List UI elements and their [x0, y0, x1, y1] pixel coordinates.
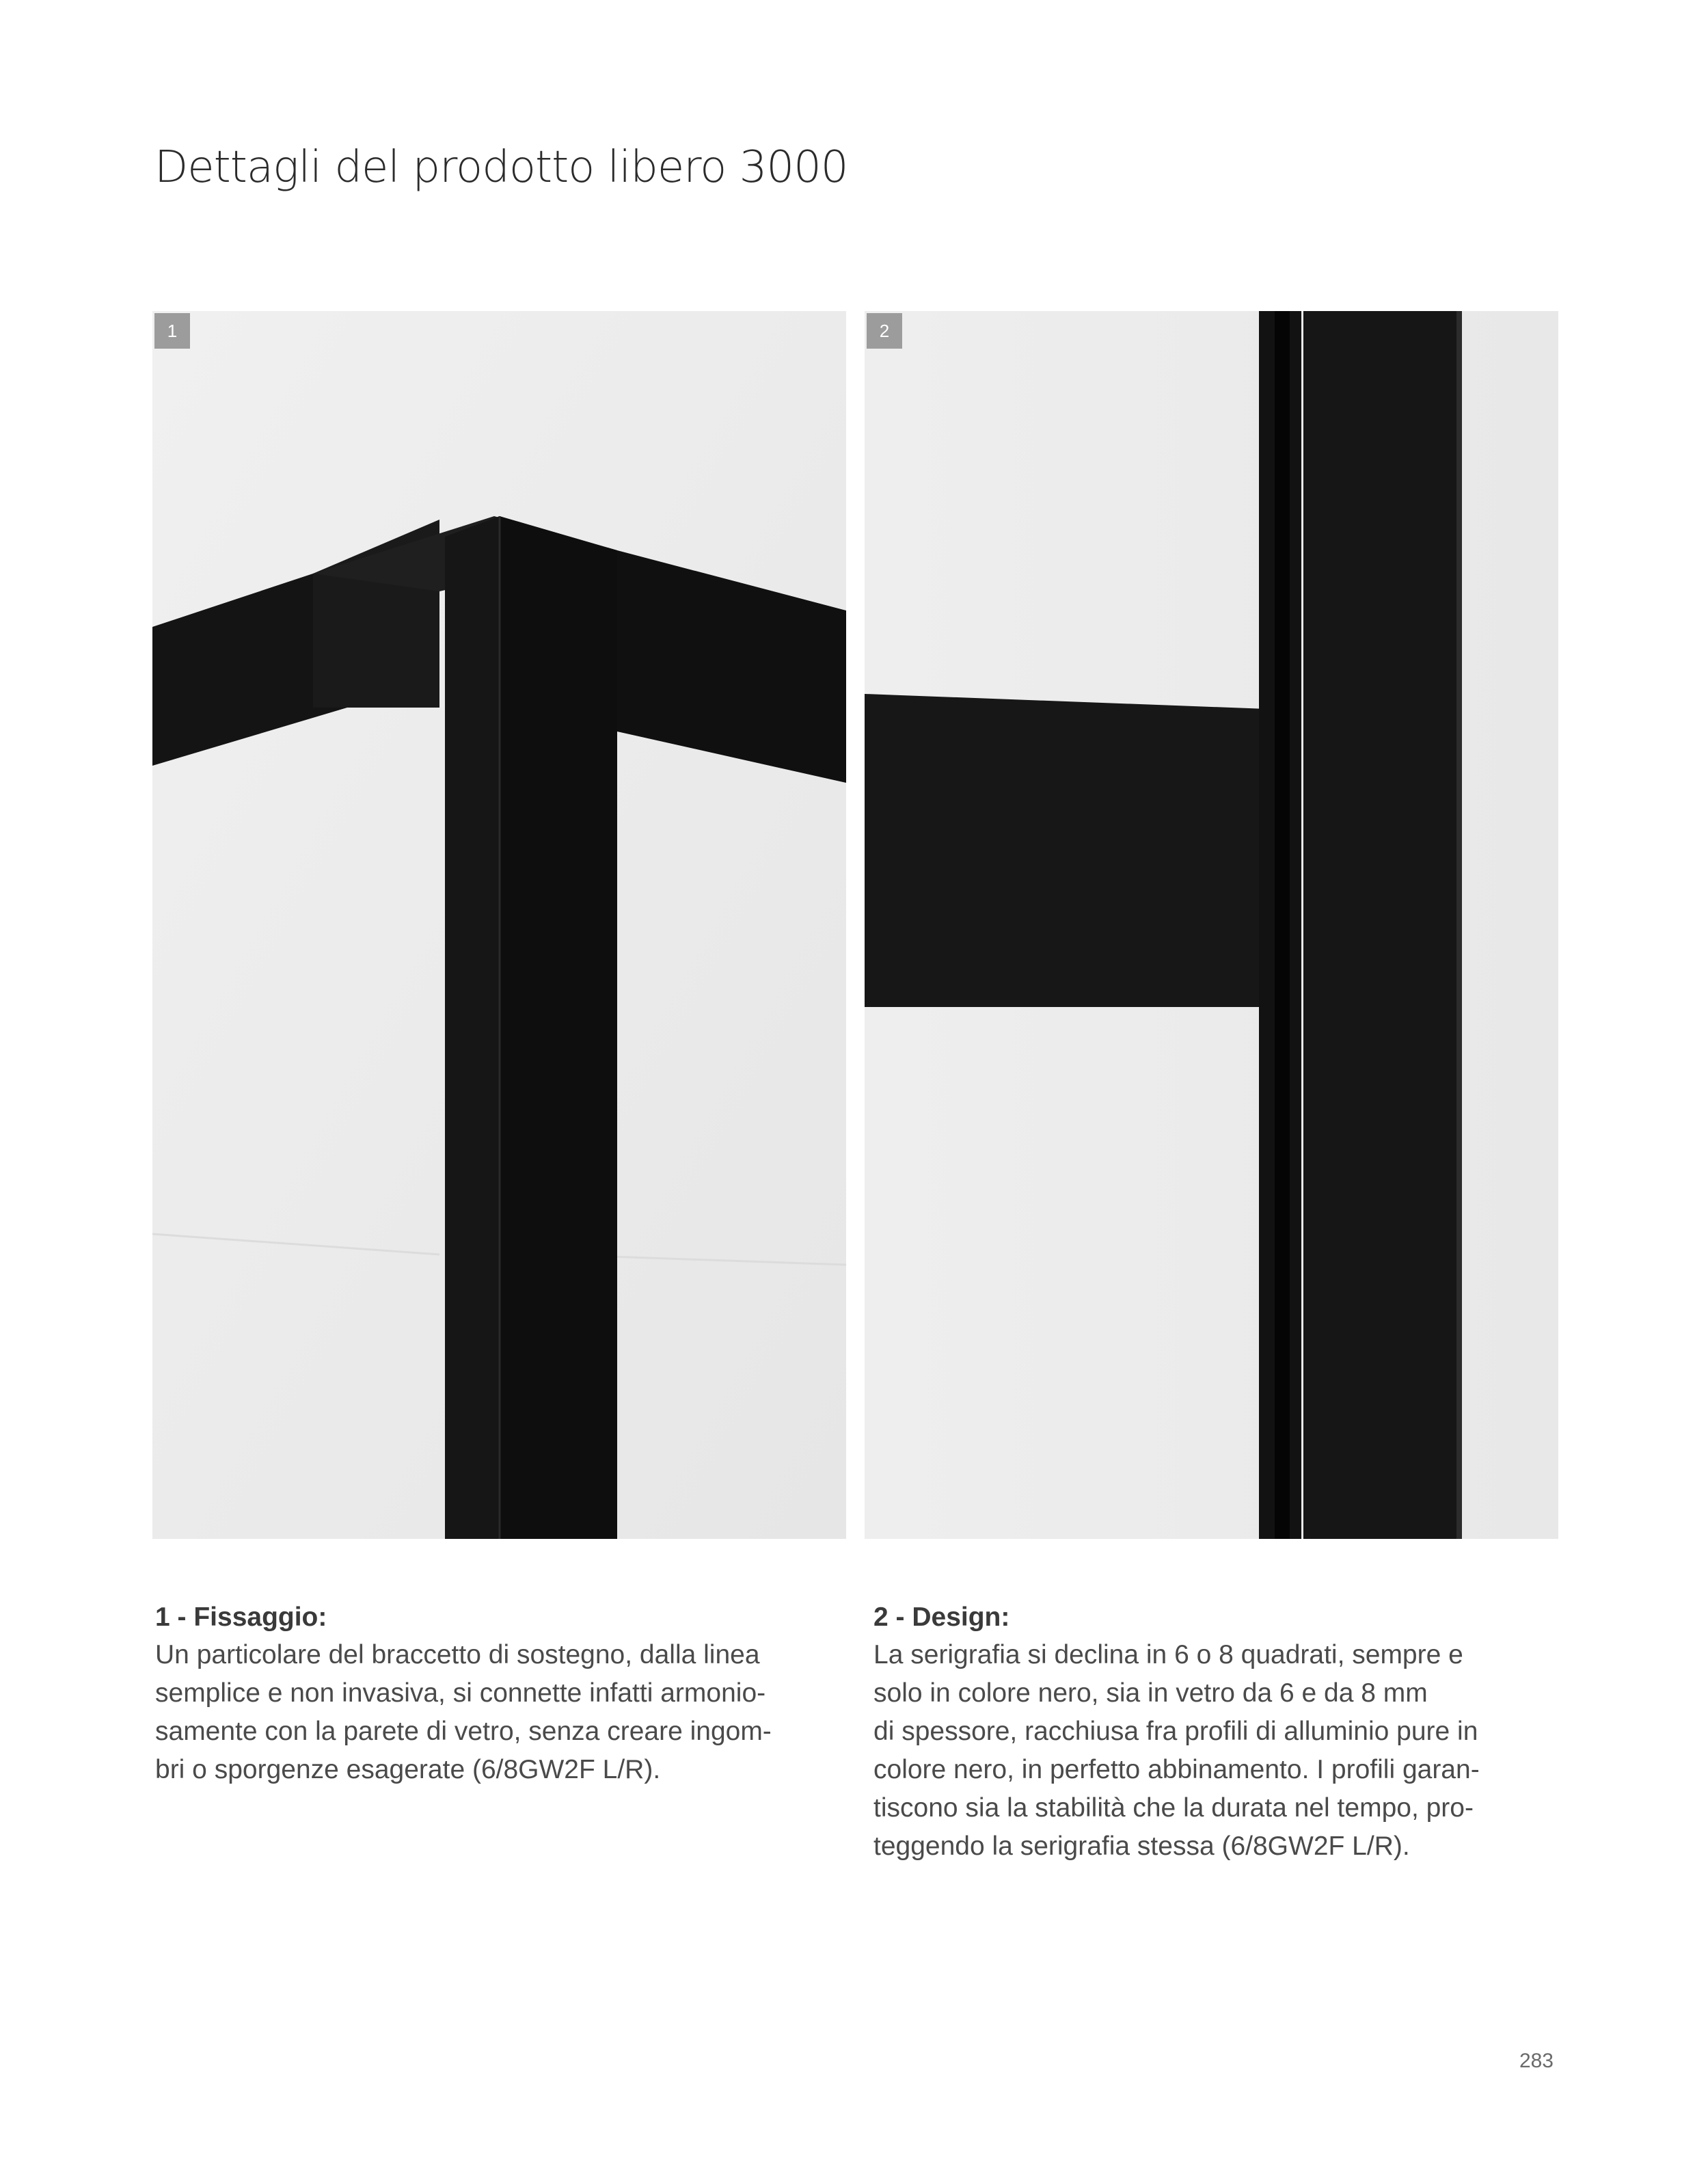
caption-line: solo in colore nero, sia in vetro da 6 e da 8 mm	[873, 1678, 1428, 1708]
caption-design	[873, 1598, 1553, 1866]
caption-line: La serigrafia si declina in 6 o 8 quadrati, sempre e	[873, 1640, 1463, 1669]
caption-line: semplice e non invasiva, si connette infatti armonio-	[155, 1678, 766, 1708]
photo-number-badge: 1	[154, 313, 190, 349]
page-title: Dettagli del prodotto libero 3000	[154, 142, 848, 193]
photo-number-badge: 2	[867, 313, 902, 349]
caption-line: Un particolare del braccetto di sostegno, dalla linea	[155, 1640, 760, 1669]
caption-title: 2 - Design:	[873, 1602, 1010, 1632]
caption-line: di spessore, racchiusa fra profili di alluminio pure in	[873, 1717, 1478, 1746]
caption-title: 1 - Fissaggio:	[155, 1602, 327, 1632]
corner-profile-illustration	[152, 311, 846, 1539]
caption-line: colore nero, in perfetto abbinamento. I profili garan-	[873, 1755, 1480, 1784]
design-profile-illustration	[865, 311, 1558, 1539]
caption-line: teggendo la serigrafia stessa (6/8GW2F L/R).	[873, 1831, 1410, 1861]
caption-line: tiscono sia la stabilità che la durata nel tempo, pro-	[873, 1793, 1474, 1823]
page-number: 283	[1519, 2050, 1554, 2072]
caption-fissaggio	[155, 1598, 845, 1789]
product-photo-design	[865, 311, 1558, 1539]
caption-line: bri o sporgenze esagerate (6/8GW2F L/R).	[155, 1755, 661, 1784]
caption-line: samente con la parete di vetro, senza creare ingom-	[155, 1717, 772, 1746]
product-photo-corner	[152, 311, 846, 1539]
